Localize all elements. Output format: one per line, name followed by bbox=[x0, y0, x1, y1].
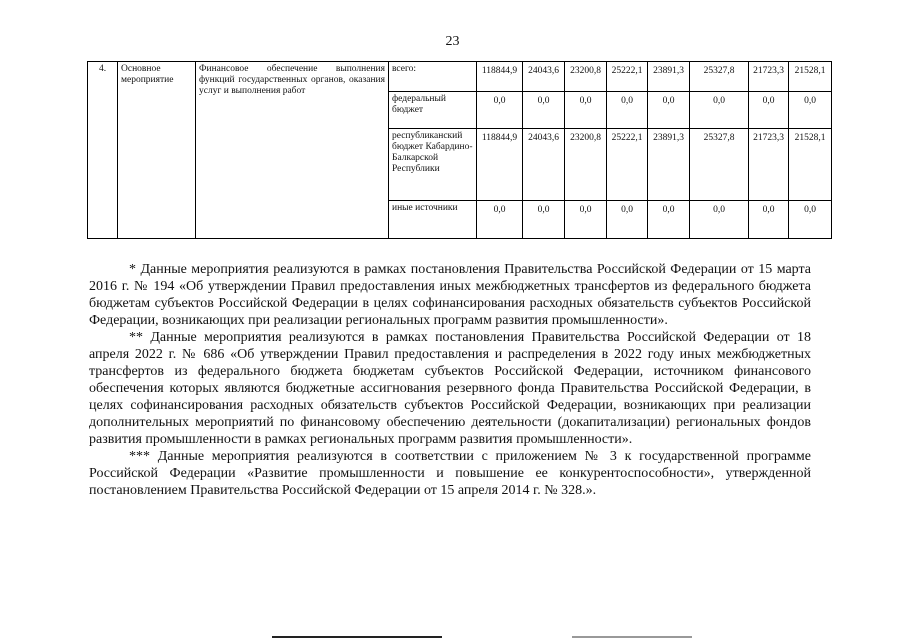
footnote-1: * Данные мероприятия реализуются в рамках постановления Правительства Российской Федерации от 15 марта 2016 г. № 194 «Об утверждении Правил предоставления иных межбюджетных трансфертов из федерального бюджета бюджетам субъектов Российской Федерации в целях софинансирования расходных обязательств субъектов Российской Федерации, возникающих при реализации региональных программ развития промышленности». bbox=[89, 262, 811, 328]
event-type: Основное мероприятие bbox=[118, 62, 196, 239]
value-cell: 0,0 bbox=[607, 201, 648, 239]
value-cell: 24043,6 bbox=[523, 129, 565, 201]
footnotes bbox=[89, 261, 811, 499]
value-cell: 23200,8 bbox=[565, 62, 607, 92]
funding-source: всего: bbox=[389, 62, 477, 92]
page-number: 23 bbox=[445, 34, 460, 49]
value-cell: 21723,3 bbox=[749, 129, 789, 201]
value-cell: 24043,6 bbox=[523, 62, 565, 92]
value-cell: 0,0 bbox=[648, 201, 690, 239]
value-cell: 0,0 bbox=[523, 201, 565, 239]
scan-artifact bbox=[572, 636, 692, 638]
value-cell: 0,0 bbox=[789, 92, 832, 129]
value-cell: 21528,1 bbox=[789, 129, 832, 201]
budget-table bbox=[87, 61, 832, 239]
table-row bbox=[88, 62, 832, 92]
value-cell: 0,0 bbox=[648, 92, 690, 129]
value-cell: 0,0 bbox=[690, 92, 749, 129]
footnote-2: ** Данные мероприятия реализуются в рамках постановления Правительства Российской Федерации от 18 апреля 2022 г. № 686 «Об утверждении Правил предоставления и распределения в 2022 году иных межбюджетных трансфертов из федерального бюджета бюджетам субъектов Российской Федерации, источником финансового обеспечения которых являются бюджетные ассигнования резервного фонда Правительства Российской Федерации, в целях софинансирования расходных обязательств субъектов Российской Федерации, возникающих при реализации дополнительных мероприятий по финансовому обеспечению деятельности (докапитализации) региональных фондов развития промышленности в рамках региональных программ развития промышленности». bbox=[89, 330, 811, 447]
value-cell: 0,0 bbox=[789, 201, 832, 239]
value-cell: 0,0 bbox=[749, 201, 789, 239]
value-cell: 0,0 bbox=[523, 92, 565, 129]
value-cell: 23891,3 bbox=[648, 62, 690, 92]
row-index: 4. bbox=[88, 62, 118, 239]
value-cell: 118844,9 bbox=[477, 129, 523, 201]
footnote-3: *** Данные мероприятия реализуются в соответствии с приложением № 3 к государственной программе Российской Федерации «Развитие промышленности и повышение ее конкурентоспособности», утвержденной постановлением Правительства Российской Федерации от 15 апреля 2014 г. № 328.». bbox=[89, 449, 811, 498]
value-cell: 0,0 bbox=[565, 201, 607, 239]
scan-artifact bbox=[272, 636, 442, 638]
value-cell: 21723,3 bbox=[749, 62, 789, 92]
value-cell: 23891,3 bbox=[648, 129, 690, 201]
value-cell: 118844,9 bbox=[477, 62, 523, 92]
value-cell: 0,0 bbox=[607, 92, 648, 129]
value-cell: 25327,8 bbox=[690, 62, 749, 92]
value-cell: 0,0 bbox=[477, 201, 523, 239]
value-cell: 0,0 bbox=[749, 92, 789, 129]
event-title: Финансовое обеспечение выполнения функций государственных органов, оказания услуг и выполнения работ bbox=[196, 62, 389, 239]
value-cell: 23200,8 bbox=[565, 129, 607, 201]
value-cell: 25327,8 bbox=[690, 129, 749, 201]
funding-source: федеральный бюджет bbox=[389, 92, 477, 129]
value-cell: 25222,1 bbox=[607, 129, 648, 201]
value-cell: 21528,1 bbox=[789, 62, 832, 92]
value-cell: 0,0 bbox=[690, 201, 749, 239]
funding-source: иные источники bbox=[389, 201, 477, 239]
value-cell: 0,0 bbox=[477, 92, 523, 129]
funding-source: республиканский бюджет Кабардино-Балкарской Республики bbox=[389, 129, 477, 201]
value-cell: 25222,1 bbox=[607, 62, 648, 92]
value-cell: 0,0 bbox=[565, 92, 607, 129]
